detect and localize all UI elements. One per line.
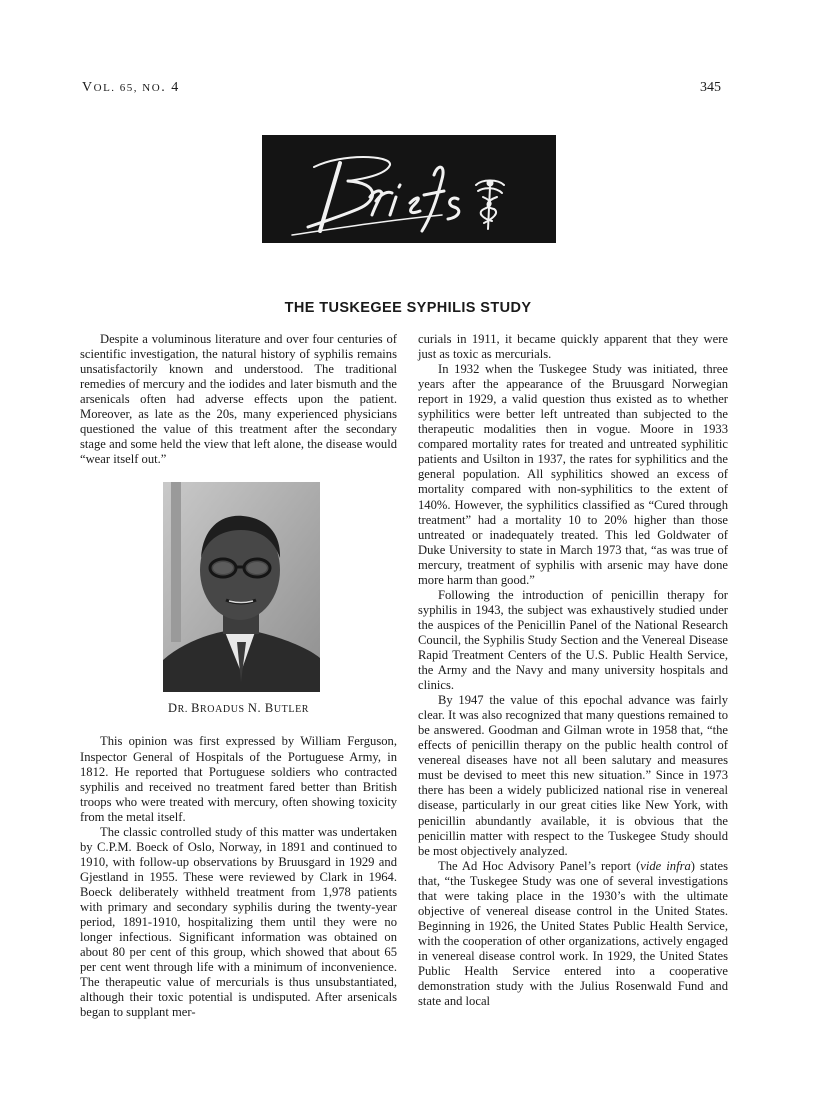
caption-text: R. (177, 704, 192, 716)
right-paragraph-1: curials in 1911, it became quickly apparent that they were just as toxic as mercurials. (418, 332, 728, 362)
left-paragraph-3: The classic controlled study of this matter was undertaken by C.P.M. Boeck of Oslo, Norway, in 1891 and continued to 1910, with follow-up observations by Bruusgard in 1929 and Gjestland in 1955. These were reviewed by Clark in 1964. Boeck deliberately withheld treatment from 1,978 patients with primary and secondary syphilis during the twenty-year period, 1891-1910, hospitalizing them until they were no longer infectious. Significant information was obtained on about 80 per cent of this group, which showed that about 65 per cent went through life with a minimum of inconvenience. The therapeutic value of mercurials is thus unsubstantiated, although their toxic potential is undisputed. After arsenicals began to supplant mer- (80, 824, 397, 1020)
caption-initial: N. B (247, 701, 274, 716)
left-paragraph-2: This opinion was first expressed by William Ferguson, Inspector General of Hospitals of the Portuguese Army, in 1812. He reported that Portuguese soldiers who contracted syphilis and received no treatment fared better than British troops who were treated with mercury, often showing toxicity from the metal itself. (80, 734, 397, 824)
caption-text: ROADUS (200, 704, 248, 716)
italic-citation: vide infra (640, 858, 691, 873)
caption-initial: D (167, 701, 178, 716)
right-paragraph-2: In 1932 when the Tuskegee Study was initiated, three years after the appearance of the Bruusgard Norwegian report in 1929, a valid question thus existed as to whether syphilitics were better left untreated than subjected to the therapeutic modalities then in vogue. Moore in 1933 compared mortality rates for treated and untreated syphilitic patients and Usilton in 1937, the rates for syphilitics and the general population. All syphilitics showed an excess of mortality compared with non-syphilitics to the extent of 140%. However, the syphilitics classified as “Cured through treatment” had a mortality 10 to 20% higher than those untreated or inadequately treated. This led Goldwater of Duke University to state in March 1973 that, “as was true of mercury, treatment of syphilis with arsenic may have done more harm than good.” (418, 362, 728, 587)
paragraph-text: The Ad Hoc Advisory Panel’s report ( (438, 858, 641, 873)
volume-text: OL. 65, N (93, 82, 152, 94)
volume-issue: . 4 (161, 80, 180, 95)
caption-text: UTLER (273, 704, 310, 716)
left-paragraph-1: Despite a voluminous literature and over four centuries of scientific investigation, the natural history of syphilis remains unsatisfactorily known and understood. The traditional remedies of mercury and the iodides and later bismuth and the arsenicals often had adverse effects upon the patient. Moreover, as late as the 20s, many experienced physicians questioned the value of this treatment after the secondary stage and some held the view that left alone, the disease would “wear itself out.” (80, 332, 397, 467)
caduceus-icon (476, 181, 504, 230)
briefs-banner (262, 135, 556, 243)
volume-number-o: O (151, 82, 162, 94)
caption-initial: B (191, 701, 200, 716)
photo-caption (80, 701, 397, 717)
portrait-photo (163, 482, 320, 692)
right-paragraph-3: Following the introduction of penicillin therapy for syphilis in 1943, the subject was exhaustively studied under the auspices of the Penicillin Panel of the National Research Council, the Syphilis Study Section and the Venereal Disease Rapid Treatment Centers of the U.S. Public Health Service, the Army and the Navy and many university hospitals and clinics. (418, 587, 728, 693)
right-column (418, 332, 728, 1009)
right-paragraph-5 (418, 859, 728, 1009)
page-number: 345 (700, 80, 721, 95)
briefs-logo (262, 135, 556, 243)
paragraph-text: ) states that, “the Tuskegee Study was one of several investigations that were taking place in the 1930’s with the ultimate objective of venereal disease control in the United States. Beginning in 1926, the United States Public Health Service, with the cooperation of other organizations, actively engaged in venereal disease control work. In 1929, the United States Public Health Service entered into a cooperative demonstration study with the Julius Rosenwald Fund and state and local (418, 858, 728, 1009)
left-column (80, 332, 397, 1020)
article-title: THE TUSKEGEE SYPHILIS STUDY (284, 300, 532, 316)
volume-initial: V (82, 80, 94, 95)
right-paragraph-4: By 1947 the value of this epochal advance was fairly clear. It was also recognized that many questions remained to be answered. Goodman and Gilman wrote in 1958 that, “the effects of penicillin therapy on the public health control of venereal diseases have not all been salutary and measures must be devised to meet this new situation.” Since in 1973 there has been a widely publicized national rise in venereal disease, particularly in our great cities like New York, with penicillin abundantly available, it is obvious that the penicillin matter with respect to the Tuskegee Study should be most objectively analyzed. (418, 693, 728, 858)
running-header-volume (82, 80, 180, 96)
